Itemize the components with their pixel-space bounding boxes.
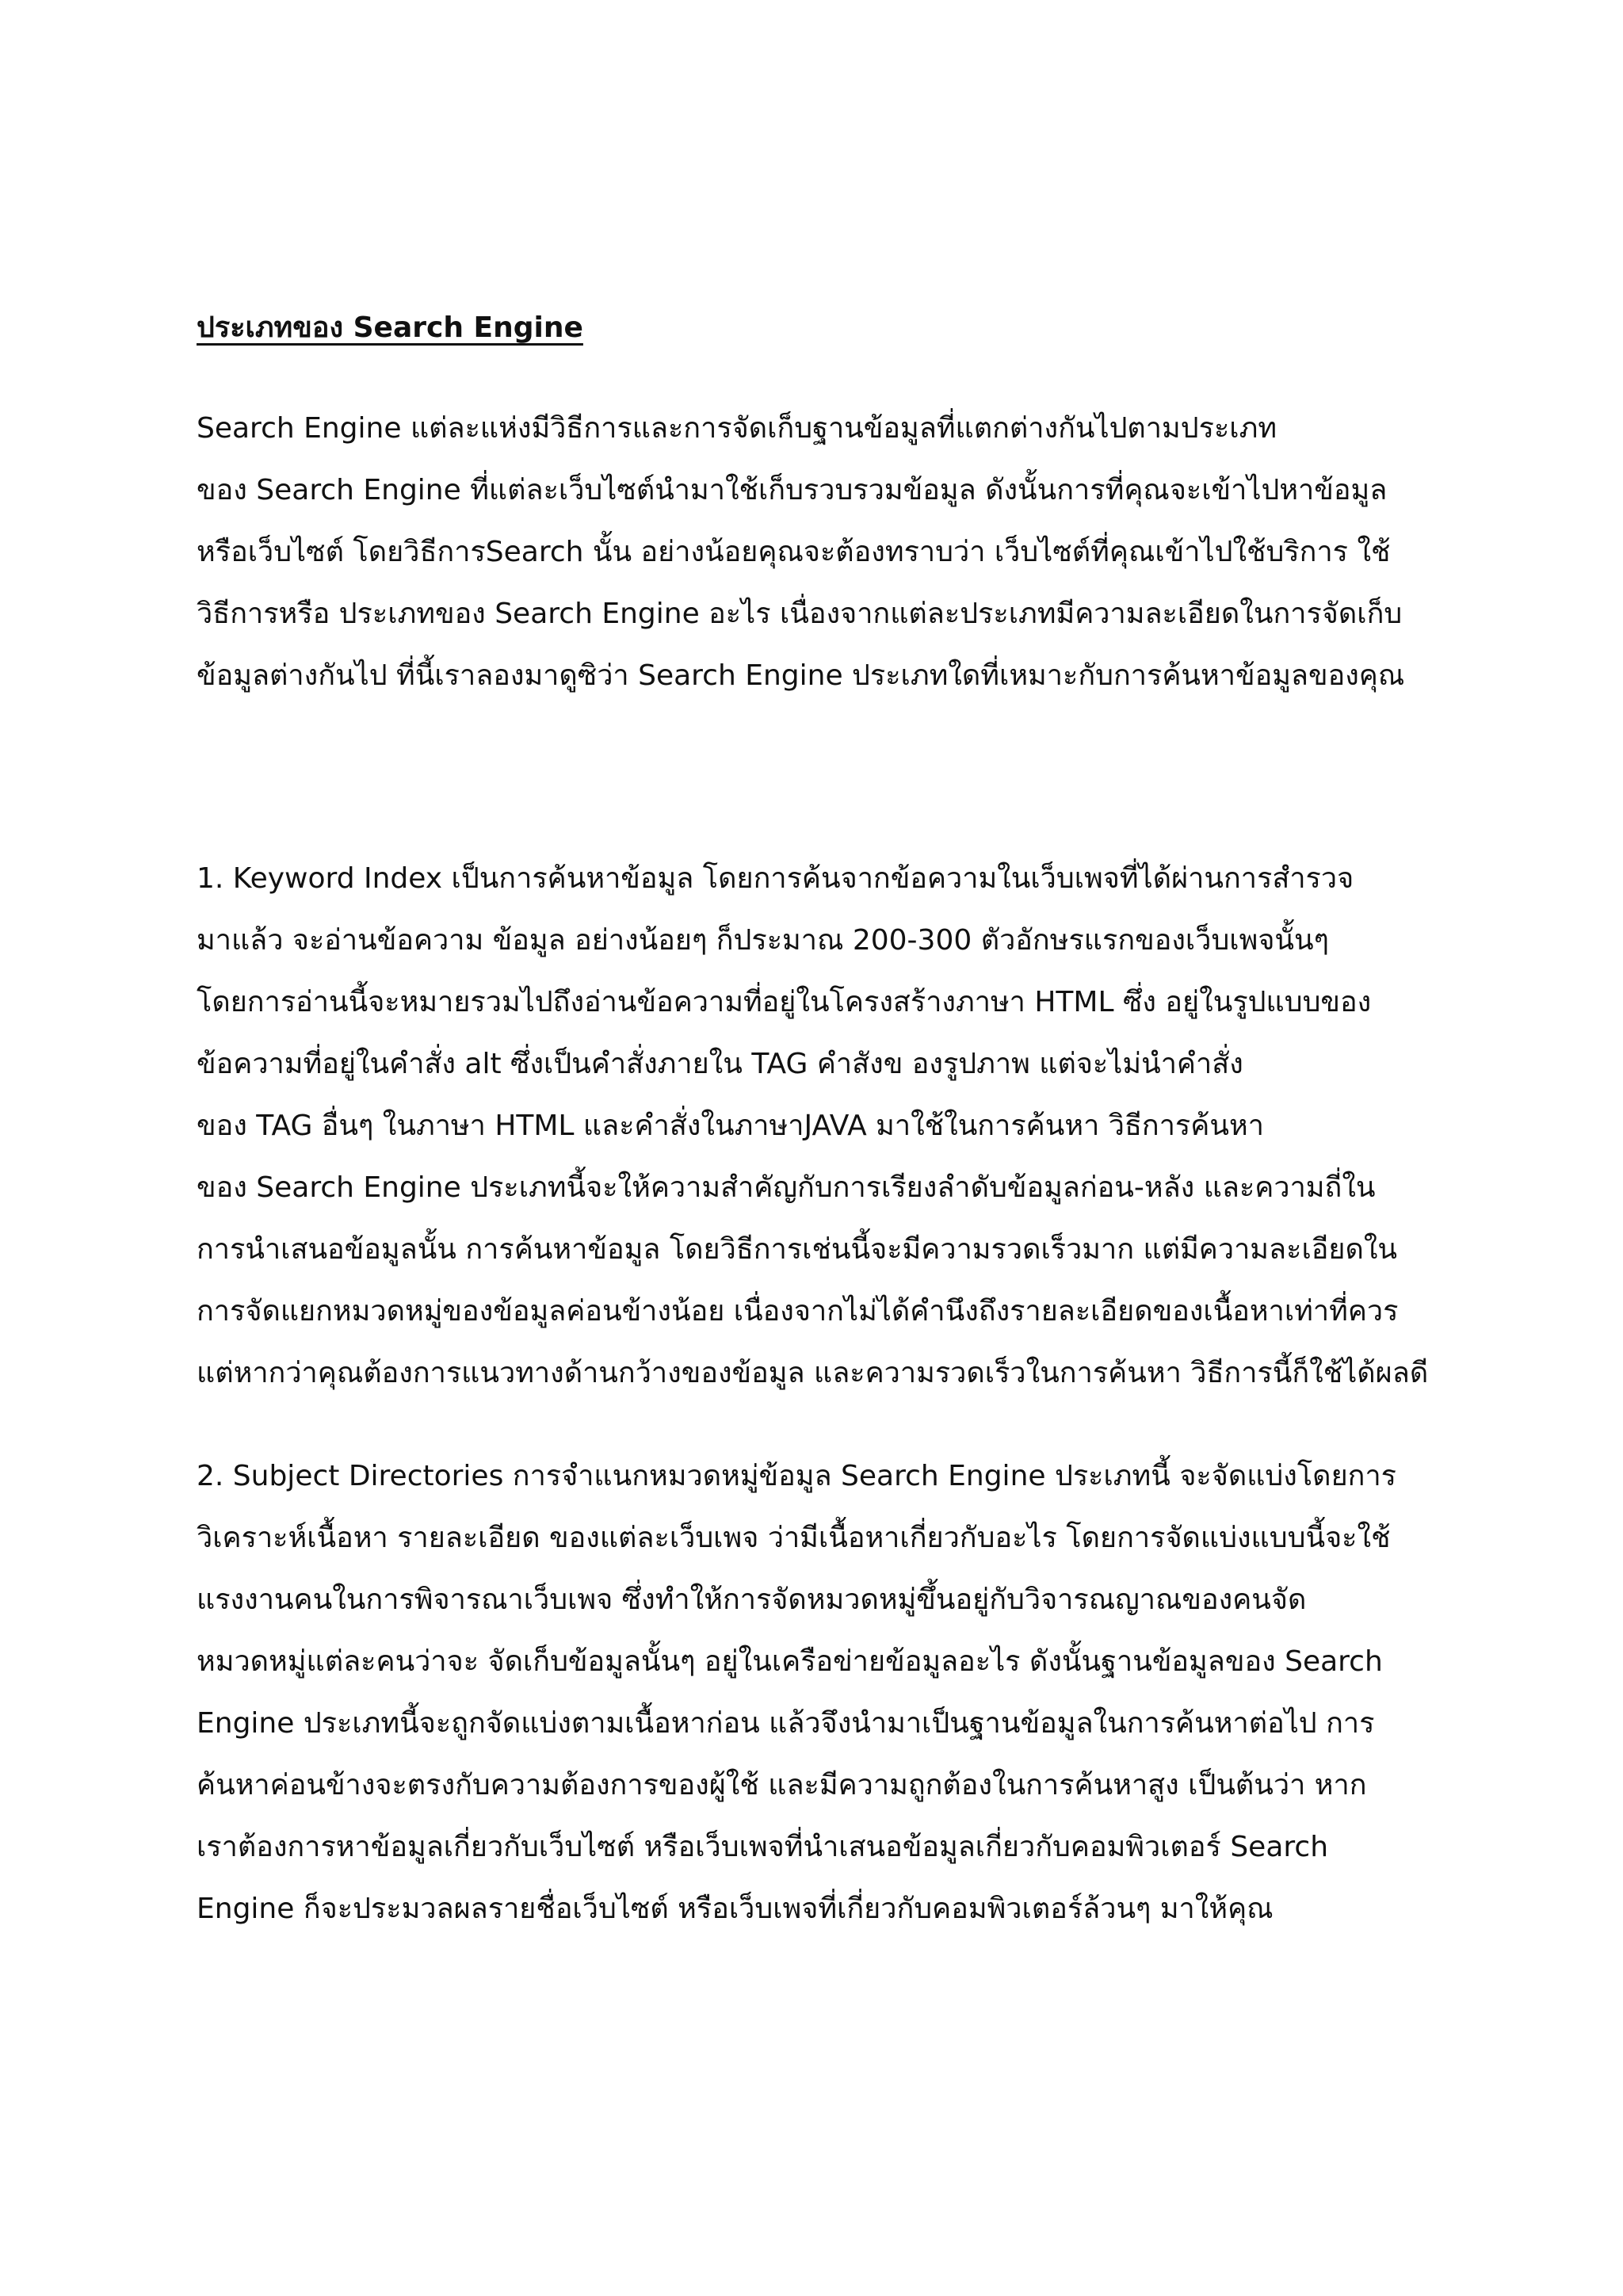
paragraph-line: หมวดหมู่แต่ละคนว่าจะ จัดเก็บข้อมูลนั้นๆ อยู่ในเครือข่ายข้อมูลอะไร ดังนั้นฐานข้อมูลของ Search	[197, 1645, 1383, 1678]
paragraph-line: ของ Search Engine ประเภทนี้จะให้ความสำคัญกับการเรียงลำดับข้อมูลก่อน-หลัง และความถี่ใน	[197, 1171, 1376, 1204]
paragraph-line: เราต้องการหาข้อมูลเกี่ยวกับเว็บไซต์ หรือเว็บเพจที่นำเสนอข้อมูลเกี่ยวกับคอมพิวเตอร์ Search	[197, 1831, 1329, 1863]
document-title: ประเภทของ Search Engine	[197, 311, 583, 344]
paragraph-line: แรงงานคนในการพิจารณาเว็บเพจ ซึ่งทำให้การจัดหมวดหมู่ขึ้นอยู่กับวิจารณญาณของคนจัด	[197, 1584, 1307, 1616]
paragraph-line: ค้นหาค่อนข้างจะตรงกับความต้องการของผู้ใช้ และมีความถูกต้องในการค้นหาสูง เป็นต้นว่า หาก	[197, 1769, 1367, 1801]
paragraph-line: ของ TAG อื่นๆ ในภาษา HTML และคำสั่งในภาษาJAVA มาใช้ในการค้นหา วิธีการค้นหา	[197, 1110, 1264, 1142]
paragraph-line: Engine ประเภทนี้จะถูกจัดแบ่งตามเนื้อหาก่อน แล้วจึงนำมาเป็นฐานข้อมูลในการค้นหาต่อไป การ	[197, 1707, 1375, 1740]
paragraph-line: การจัดแยกหมวดหมู่ของข้อมูลค่อนข้างน้อย เนื่องจากไม่ได้คำนึงถึงรายละเอียดของเนื้อหาเท่าที่ควร	[197, 1295, 1399, 1328]
paragraph-line: โดยการอ่านนี้จะหมายรวมไปถึงอ่านข้อความที่อยู่ในโครงสร้างภาษา HTML ซึ่ง อยู่ในรูปแบบของ	[197, 986, 1372, 1018]
paragraph-line: 1. Keyword Index เป็นการค้นหาข้อมูล โดยการค้นจากข้อความในเว็บเพจที่ได้ผ่านการสำรวจ	[197, 862, 1354, 895]
paragraph-line: Engine ก็จะประมวลผลรายชื่อเว็บไซต์ หรือเว็บเพจที่เกี่ยวกับคอมพิวเตอร์ล้วนๆ มาให้คุณ	[197, 1893, 1274, 1925]
intro-line: ข้อมูลต่างกันไป ที่นี้เราลองมาดูซิว่า Search Engine ประเภทใดที่เหมาะกับการค้นหาข้อมูลของคุณ	[197, 659, 1405, 692]
intro-line: ของ Search Engine ที่แต่ละเว็บไซต์นำมาใช้เก็บรวบรวมข้อมูล ดังนั้นการที่คุณจะเข้าไปหาข้อมูล	[197, 474, 1388, 506]
subject-directories-paragraph	[197, 1446, 1433, 1940]
intro-paragraph	[197, 398, 1433, 707]
paragraph-line: ข้อความที่อยู่ในคำสั่ง alt ซึ่งเป็นคำสั่งภายใน TAG คำสังข องรูปภาพ แต่จะไม่นำคำสั่ง	[197, 1048, 1243, 1080]
paragraph-line: มาแล้ว จะอ่านข้อความ ข้อมูล อย่างน้อยๆ ก็ประมาณ 200-300 ตัวอักษรแรกของเว็บเพจนั้นๆ	[197, 924, 1329, 957]
paragraph-line: 2. Subject Directories การจำแนกหมวดหมู่ข้อมูล Search Engine ประเภทนี้ จะจัดแบ่งโดยการ	[197, 1460, 1397, 1492]
paragraph-line: การนำเสนอข้อมูลนั้น การค้นหาข้อมูล โดยวิธีการเช่นนี้จะมีความรวดเร็วมาก แต่มีความละเอียดใน	[197, 1233, 1398, 1266]
intro-line: วิธีการหรือ ประเภทของ Search Engine อะไร เนื่องจากแต่ละประเภทมีความละเอียดในการจัดเก็บ	[197, 598, 1403, 630]
paragraph-line: แต่หากว่าคุณต้องการแนวทางด้านกว้างของข้อมูล และความรวดเร็วในการค้นหา วิธีการนี้ก็ใช้ได้ผลดี	[197, 1357, 1429, 1389]
intro-line: Search Engine แต่ละแห่งมีวิธีการและการจัดเก็บฐานข้อมูลที่แตกต่างกันไปตามประเภท	[197, 412, 1277, 445]
keyword-index-paragraph	[197, 848, 1433, 1404]
intro-line: หรือเว็บไซต์ โดยวิธีการSearch นั้น อย่างน้อยคุณจะต้องทราบว่า เว็บไซต์ที่คุณเข้าไปใช้บริการ ใช้	[197, 536, 1391, 568]
paragraph-line: วิเคราะห์เนื้อหา รายละเอียด ของแต่ละเว็บเพจ ว่ามีเนื้อหาเกี่ยวกับอะไร โดยการจัดแบ่งแบบนี้จะใช้	[197, 1522, 1391, 1554]
